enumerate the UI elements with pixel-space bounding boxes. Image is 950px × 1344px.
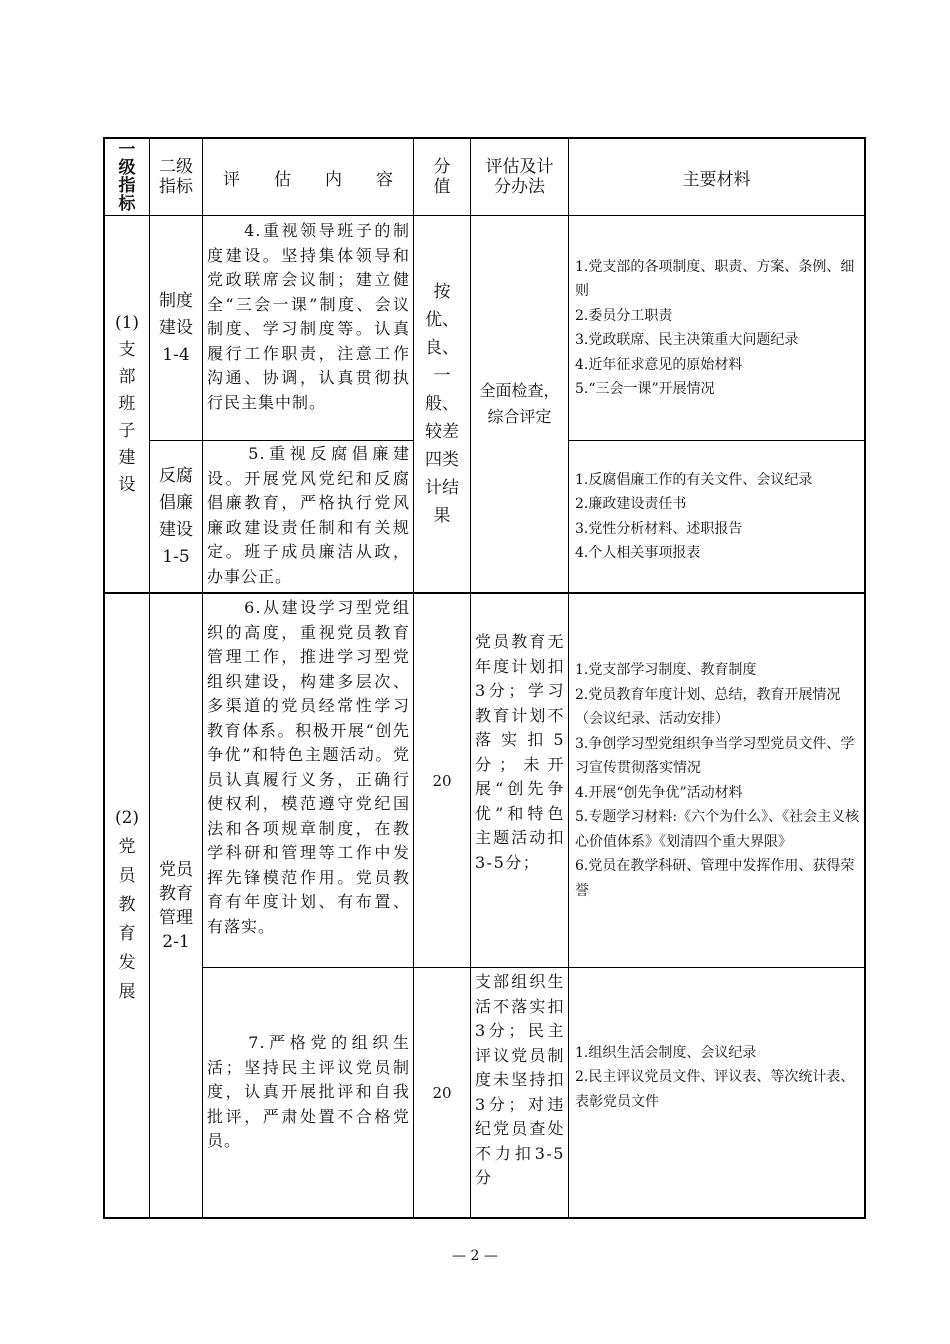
section2-row2-materials: 1.组织生活会制度、会议纪录 2.民主评议党员文件、评议表、等次统计表、表彰党员文件 <box>575 1044 855 1110</box>
header-score: 分 值 <box>433 157 451 197</box>
section1-row2-materials: 1.反腐倡廉工作的有关文件、会议纪录 2.廉政建设责任书 3.党性分析材料、述职报告 4.个人相关事项报表 <box>575 471 813 561</box>
col-divider-2 <box>202 137 203 1219</box>
section2-row1-score: 20 <box>432 771 452 790</box>
section2-row2-method: 支部组织生活不落实扣3分；民主评议党员制度未坚持扣3分；对违纪党员查处不力扣3-5分 <box>475 972 565 1187</box>
header-level1: 一 级 指 标 <box>118 140 136 214</box>
section2-row2-content: 7.严格党的组织生活；坚持民主评议党员制度，认真开展批评和自我批评，严肃处置不合格党员。 <box>207 1033 410 1151</box>
section1-row1-content: 4.重视领导班子的制度建设。坚持集体领导和党政联席会议制；建立健全“三会一课”制度、会议制度、学习制度等。认真履行工作职责，注意工作沟通、协调，认真贯彻执行民主集中制。 <box>207 221 410 412</box>
section2-row2-score: 20 <box>432 1083 452 1102</box>
page-number: — 2 — <box>452 1248 498 1264</box>
header-materials: 主要材料 <box>682 169 751 190</box>
section2-row1-method: 党员教育无年度计划扣3分；学习教育计划不落实扣5分；未开展“创先争优”和特色主题活动扣3-5分； <box>475 632 565 872</box>
section2-row1-content: 6.从建设学习型党组织的高度，重视党员教育管理工作，推进学习型党组织建设，构建多层次、多渠道的党员经常性学习教育体系。积极开展“创先争优”和特色主题活动。党员认真履行义务，正确行使权利，模范遵守党纪国法和各项规章制度，在教学科研和管理等工作中发挥先锋模范作用。党员教育有年度计划、有布置、有落实。 <box>207 598 410 936</box>
header-level2: 二级 指标 <box>159 157 193 197</box>
section1-level1: (1) 支 部 班 子 建 设 <box>114 312 140 495</box>
section1-row1-level2: 制度 建设 1-4 <box>159 290 193 365</box>
section1-score-method: 按 优、 良、 一 般、 较差 四类 计结 果 <box>425 282 459 526</box>
section1-row2-level2: 反腐 倡廉 建设 1-5 <box>159 465 193 567</box>
section2-level2: 党员 教育 管理 2-1 <box>159 859 193 952</box>
section2-row1-materials: 1.党支部学习制度、教育制度 2.党员教育年度计划、总结，教育开展情况（会议纪录、活动安排） 3.争创学习型党组织争当学习型党员文件、学习宣传贯彻落实情况 4.开展“创先争优”活动材料 5.专题学习材料:《六个为什么》、《社会主义核心价值体系》《划清四个重大界限》 6.党员在教学科研、管理中发挥作用、获得荣誉 <box>575 662 860 899</box>
col-divider-5 <box>568 137 569 1219</box>
header-content: 评 估 内 容 <box>223 169 393 190</box>
header-method: 评估及计 分办法 <box>485 157 554 197</box>
section1-row1-materials: 1.党支部的各项制度、职责、方案、条例、细则 2.委员分工职责 3.党政联席、民主决策重大问题纪录 4.近年征求意见的原始材料 5.“三会一课”开展情况 <box>575 258 855 397</box>
table-border-bottom <box>103 1217 866 1219</box>
section2-level1: (2) 党 员 教 育 发 展 <box>114 808 140 1002</box>
table-border-right <box>864 137 866 1219</box>
section1-row2-content: 5.重视反腐倡廉建设。开展党风党纪和反腐倡廉教育，严格执行党风廉政建设责任制和有关规定。班子成员廉洁从政，办事公正。 <box>207 444 410 586</box>
section1-method: 全面检查， 综合评定 <box>479 381 560 426</box>
